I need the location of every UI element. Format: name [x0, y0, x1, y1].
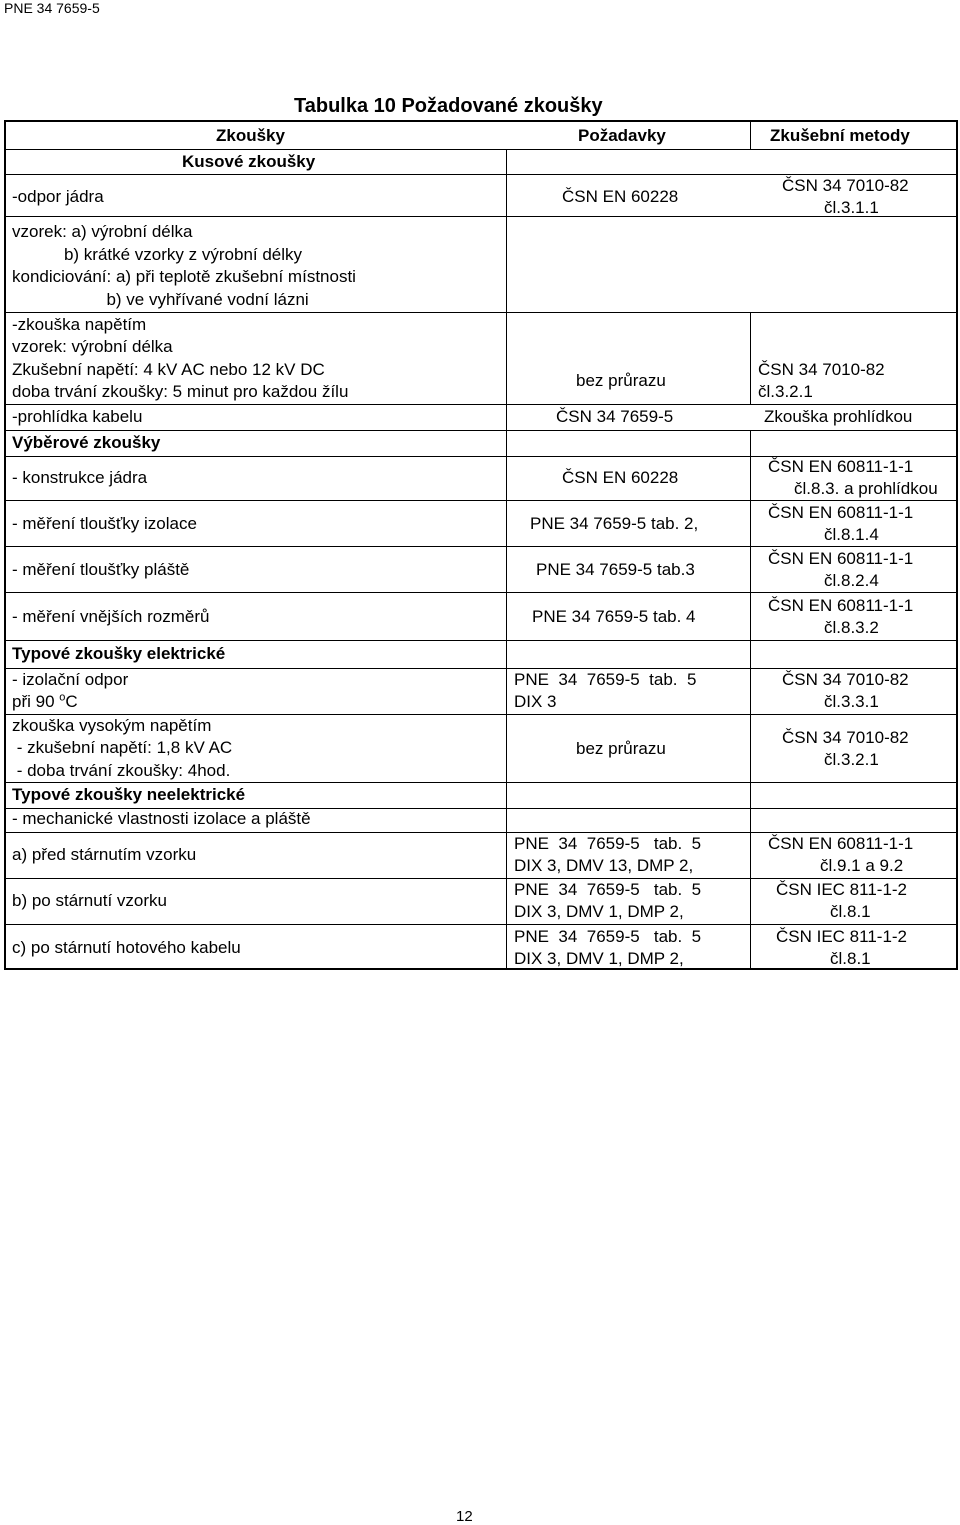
requirement-core-resistance: ČSN EN 60228 — [562, 187, 679, 206]
row-divider — [6, 668, 956, 669]
row-divider — [6, 174, 956, 175]
column-divider — [750, 122, 751, 149]
requirement-nonelectrical-row-line2: DIX 3, DMV 1, DMP 2, — [514, 949, 684, 968]
row-divider — [6, 149, 956, 150]
requirements-table — [4, 120, 958, 970]
requirement-insulation-resistance-line2: DIX 3 — [514, 692, 557, 711]
test-sample-row: - měření tloušťky pláště — [12, 560, 190, 579]
mechanical-properties-subheading: - mechanické vlastnosti izolace a pláště — [12, 809, 311, 828]
method-nonelectrical-row-line1: ČSN IEC 811-1-2 — [776, 927, 908, 946]
requirement-cable-inspection: ČSN 34 7659-5 — [556, 407, 674, 426]
row-divider — [6, 546, 956, 547]
row-divider — [6, 714, 956, 715]
core-resistance-detail: vzorek: a) výrobní délka — [12, 222, 193, 241]
test-sample-row: - měření vnějších rozměrů — [12, 607, 210, 626]
requirement-nonelectrical-row-line2: DIX 3, DMV 1, DMP 2, — [514, 902, 684, 921]
row-divider — [6, 404, 956, 405]
section-heading-type-nonelectrical: Typové zkoušky neelektrické — [12, 785, 246, 804]
method-sample-row-line2: čl.8.1.4 — [824, 525, 879, 544]
method-sample-row-line1: ČSN EN 60811-1-1 — [768, 596, 914, 615]
test-nonelectrical-row: b) po stárnutí vzorku — [12, 891, 167, 910]
row-divider — [6, 592, 956, 593]
requirement-sample-row: PNE 34 7659-5 tab. 4 — [532, 607, 696, 626]
voltage-test-detail: vzorek: výrobní délka — [12, 337, 173, 356]
requirement-sample-row: ČSN EN 60228 — [562, 468, 679, 487]
test-sample-row: - konstrukce jádra — [12, 468, 148, 487]
row-divider — [6, 216, 956, 217]
high-voltage-detail: zkouška vysokým napětím — [12, 716, 212, 735]
method-sample-row-line1: ČSN EN 60811-1-1 — [768, 549, 914, 568]
voltage-test-detail: Zkušební napětí: 4 kV AC nebo 12 kV DC — [12, 360, 325, 379]
method-sample-row-line1: ČSN EN 60811-1-1 — [768, 503, 914, 522]
high-voltage-detail: - doba trvání zkoušky: 4hod. — [12, 761, 231, 780]
method-sample-row-line2: čl.8.2.4 — [824, 571, 879, 590]
method-sample-row-line1: ČSN EN 60811-1-1 — [768, 457, 914, 476]
requirement-sample-row: PNE 34 7659-5 tab. 2, — [530, 514, 699, 533]
method-high-voltage-line1: ČSN 34 7010-82 — [782, 728, 909, 747]
column-header-requirements: Požadavky — [578, 126, 666, 145]
method-cable-inspection: Zkouška prohlídkou — [764, 407, 913, 426]
row-divider — [6, 924, 956, 925]
requirement-nonelectrical-row-line2: DIX 3, DMV 13, DMP 2, — [514, 856, 694, 875]
requirement-high-voltage: bez průrazu — [576, 739, 666, 758]
method-nonelectrical-row-line2: čl.8.1 — [830, 949, 871, 968]
requirement-insulation-resistance-line1: PNE 34 7659-5 tab. 5 — [514, 670, 697, 689]
requirement-voltage-test: bez průrazu — [576, 371, 666, 390]
method-voltage-test-line1: ČSN 34 7010-82 — [758, 360, 885, 379]
test-core-resistance: -odpor jádra — [12, 187, 104, 206]
section-heading-type-electrical: Typové zkoušky elektrické — [12, 644, 226, 663]
column-header-tests: Zkoušky — [216, 126, 285, 145]
method-high-voltage-line2: čl.3.2.1 — [824, 750, 879, 769]
row-divider — [6, 500, 956, 501]
voltage-test-detail: -zkouška napětím — [12, 315, 147, 334]
row-divider — [6, 782, 956, 783]
method-nonelectrical-row-line2: čl.8.1 — [830, 902, 871, 921]
test-cable-inspection: -prohlídka kabelu — [12, 407, 143, 426]
row-divider — [6, 832, 956, 833]
table-title: Tabulka 10 Požadované zkoušky — [294, 95, 603, 117]
high-voltage-detail: - zkušební napětí: 1,8 kV AC — [12, 738, 233, 757]
method-insulation-resistance-line1: ČSN 34 7010-82 — [782, 670, 909, 689]
method-sample-row-line2: čl.8.3.2 — [824, 618, 879, 637]
row-divider — [6, 640, 956, 641]
row-divider — [6, 878, 956, 879]
requirement-nonelectrical-row-line1: PNE 34 7659-5 tab. 5 — [514, 834, 702, 853]
column-divider — [750, 312, 751, 404]
document-id: PNE 34 7659-5 — [4, 0, 100, 16]
method-voltage-test-line2: čl.3.2.1 — [758, 382, 813, 401]
voltage-test-detail: doba trvání zkoušky: 5 minut pro každou žílu — [12, 382, 349, 401]
method-core-resistance-line2: čl.3.1.1 — [824, 198, 879, 217]
method-sample-row-line2: čl.8.3. a prohlídkou — [794, 479, 938, 498]
core-resistance-detail: kondiciování: a) při teplotě zkušební místnosti — [12, 267, 356, 286]
test-sample-row: - měření tloušťky izolace — [12, 514, 197, 533]
method-core-resistance-line1: ČSN 34 7010-82 — [782, 176, 909, 195]
method-insulation-resistance-line2: čl.3.3.1 — [824, 692, 879, 711]
method-nonelectrical-row-line2: čl.9.1 a 9.2 — [820, 856, 904, 875]
column-header-methods: Zkušební metody — [770, 126, 910, 145]
core-resistance-detail: b) krátké vzorky z výrobní délky — [12, 245, 303, 264]
test-nonelectrical-row: c) po stárnutí hotového kabelu — [12, 938, 241, 957]
section-heading-sample: Výběrové zkoušky — [12, 433, 161, 452]
row-divider — [6, 430, 956, 431]
column-divider — [506, 149, 507, 969]
method-nonelectrical-row-line1: ČSN EN 60811-1-1 — [768, 834, 914, 853]
section-heading-routine: Kusové zkoušky — [182, 152, 316, 171]
requirement-sample-row: PNE 34 7659-5 tab.3 — [536, 560, 695, 579]
method-nonelectrical-row-line1: ČSN IEC 811-1-2 — [776, 880, 908, 899]
column-divider — [750, 430, 751, 969]
row-divider — [6, 312, 956, 313]
test-insulation-resistance-line1: - izolační odpor — [12, 670, 129, 689]
test-nonelectrical-row: a) před stárnutím vzorku — [12, 845, 197, 864]
test-insulation-resistance-line2: při 90 $^o$C — [12, 691, 78, 711]
page-number: 12 — [456, 1508, 473, 1525]
requirement-nonelectrical-row-line1: PNE 34 7659-5 tab. 5 — [514, 927, 702, 946]
requirement-nonelectrical-row-line1: PNE 34 7659-5 tab. 5 — [514, 880, 702, 899]
core-resistance-detail: b) ve vyhřívané vodní lázni — [12, 290, 309, 309]
